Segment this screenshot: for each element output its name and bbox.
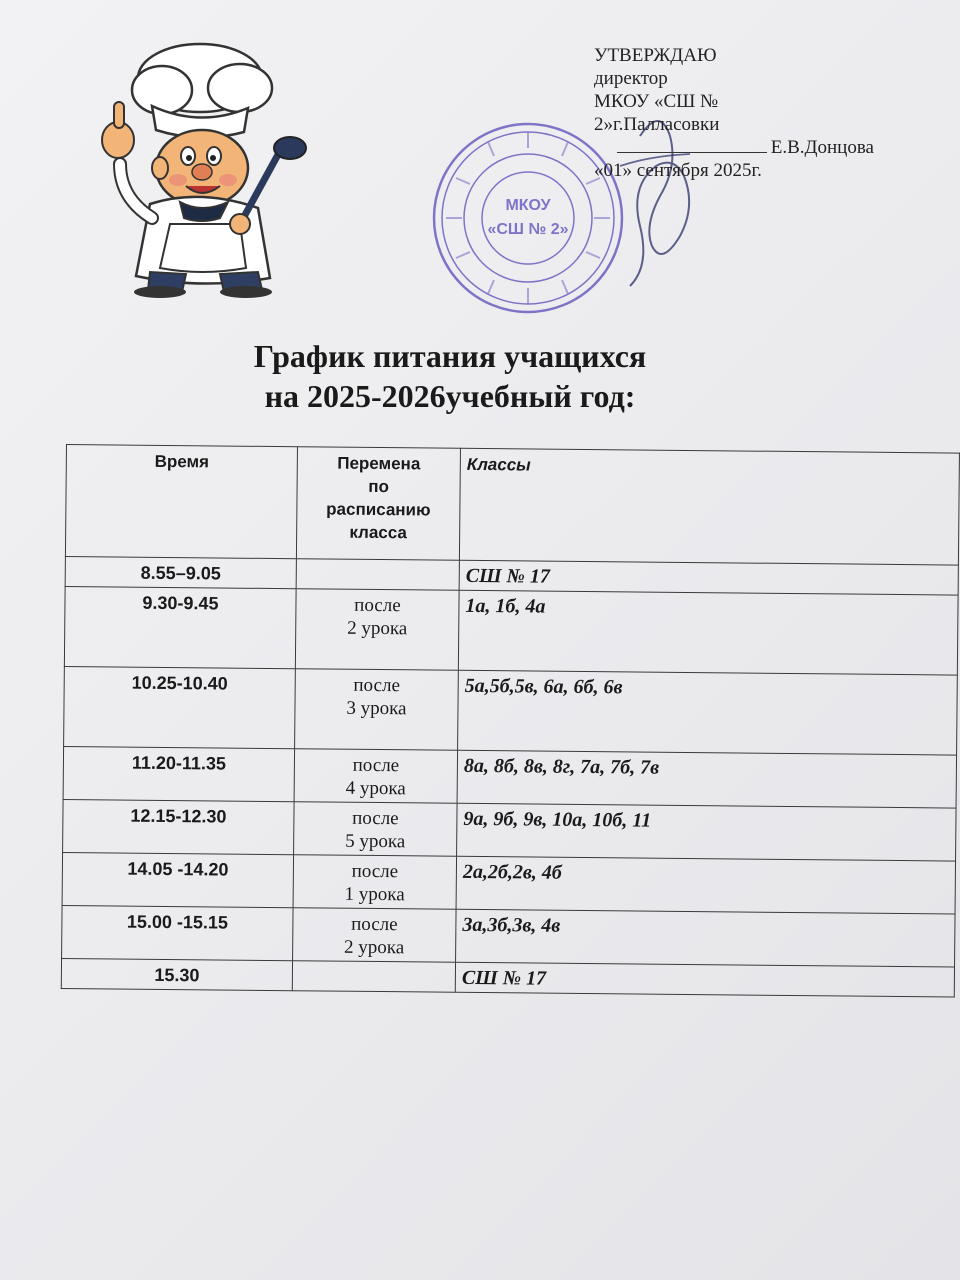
row-break-l2: 3 урока — [346, 697, 407, 720]
table-row — [64, 586, 958, 675]
approval-date: «01» сентября 2025г. — [594, 160, 762, 181]
row-break-l1: после — [351, 913, 398, 936]
row-time: 11.20-11.35 — [63, 746, 294, 801]
row-break-l2: 1 урока — [344, 883, 405, 906]
row-classes: 3а,3б,3в, 4в — [456, 909, 955, 967]
row-break-l1: после — [352, 754, 400, 777]
row-time: 10.25-10.40 — [64, 666, 296, 748]
row-classes: СШ № 17 — [455, 962, 954, 997]
row-break-l1: после — [354, 594, 401, 617]
row-break-l1: после — [351, 860, 399, 883]
row-break — [294, 802, 458, 857]
approval-signature-line — [594, 136, 894, 159]
approval-city: 2»г.Палласовки — [594, 114, 720, 135]
row-time: 15.30 — [61, 958, 292, 990]
row-time: 14.05 -14.20 — [62, 852, 293, 907]
row-classes: 5а,5б,5в, 6а, 6б, 6в — [458, 670, 958, 755]
header-time: Время — [65, 445, 297, 559]
stamp-text-2: «СШ № 2» — [487, 221, 569, 238]
signature-underline — [617, 152, 767, 153]
row-time: 9.30-9.45 — [64, 586, 296, 668]
header-break-l2: по — [368, 476, 390, 497]
row-break-l1: после — [353, 674, 401, 697]
table-row — [62, 852, 955, 914]
approval-position: директор — [594, 68, 668, 89]
row-break-l2: 5 урока — [345, 830, 406, 853]
schedule-table-wrap — [61, 444, 960, 998]
table-row — [63, 746, 956, 808]
table-row — [62, 905, 955, 967]
row-classes: 9а, 9б, 9в, 10а, 10б, 11 — [457, 803, 956, 861]
row-break-l2: 2 урока — [344, 936, 405, 959]
row-time: 12.15-12.30 — [63, 799, 294, 854]
header-classes: Классы — [459, 448, 959, 565]
row-break — [292, 961, 455, 993]
header-break-l1: Перемена — [337, 453, 421, 474]
row-classes: 2а,2б,2в, 4б — [456, 856, 955, 914]
header-break-l4: класса — [349, 522, 408, 543]
header-break-l3: расписанию — [326, 499, 431, 520]
header-break — [296, 447, 460, 561]
row-break — [294, 749, 458, 804]
row-break — [295, 589, 459, 671]
table-header-row — [65, 445, 959, 566]
title-line-2: на 2025-2026учебный год: — [264, 378, 636, 414]
row-break-l2: 2 урока — [347, 617, 408, 640]
row-break — [293, 855, 457, 910]
row-classes: 8а, 8б, 8в, 8г, 7а, 7б, 7в — [457, 750, 956, 808]
approval-block — [594, 44, 894, 182]
row-time: 8.55–9.05 — [65, 556, 296, 588]
row-time: 15.00 -15.15 — [62, 905, 293, 960]
document-title — [150, 336, 750, 416]
approval-heading: УТВЕРЖДАЮ — [594, 45, 717, 66]
table-row — [63, 799, 956, 861]
row-classes: СШ № 17 — [459, 560, 958, 595]
chef-illustration — [90, 28, 310, 298]
row-classes: 1а, 1б, 4а — [458, 590, 958, 675]
title-line-1: График питания учащихся — [253, 338, 647, 374]
schedule-table — [61, 444, 960, 998]
stamp-text-1: МКОУ — [505, 197, 551, 214]
row-break-l2: 4 урока — [345, 777, 406, 800]
table-row — [64, 666, 958, 755]
row-break-l1: после — [352, 807, 399, 830]
row-break — [295, 669, 459, 751]
approval-name: Е.В.Донцова — [770, 137, 874, 158]
row-break — [293, 908, 457, 963]
row-break — [296, 559, 459, 591]
approval-org: МКОУ «СШ № — [594, 91, 719, 112]
